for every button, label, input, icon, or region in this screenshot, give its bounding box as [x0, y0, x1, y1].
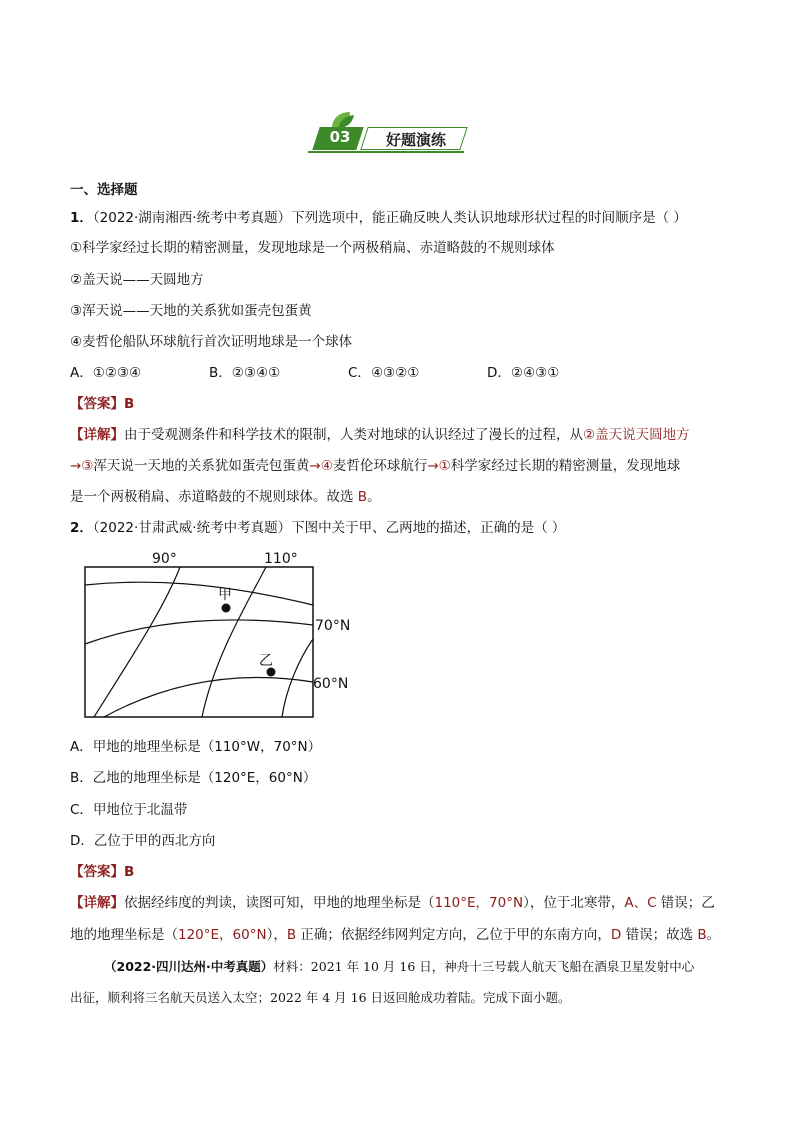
- detail-text: 浑天说一天地的关系犹如蛋壳包蛋黄: [93, 458, 310, 474]
- option-letter: C．: [70, 802, 93, 818]
- detail-text: 错误；乙: [656, 895, 715, 911]
- question-2-option-c[interactable]: [70, 800, 187, 820]
- parallel-60n: [104, 677, 313, 717]
- point-jia-label: 甲: [218, 587, 232, 603]
- detail-highlight: 110°E，70°N: [434, 895, 524, 911]
- detail-highlight: 120°E，60°N: [178, 927, 267, 943]
- question-1-number: 1．: [70, 210, 93, 226]
- option-text: ②④③①: [510, 365, 560, 381]
- option-text: 甲地的地理坐标是（110°W，70°N）: [92, 739, 322, 755]
- badge-number: 03: [329, 128, 351, 146]
- question-1-detail-line-3: [70, 487, 381, 507]
- section-header-badge: [308, 122, 468, 154]
- detail-label: 【详解】: [70, 427, 124, 443]
- lon-label-110: 110°: [264, 551, 298, 567]
- question-2-stem: 下图中关于甲、乙两地的描述，正确的是（ ）: [291, 520, 566, 536]
- detail-text: 。: [367, 489, 381, 505]
- detail-highlight: B: [286, 927, 297, 943]
- map-frame: [85, 567, 313, 717]
- detail-highlight: B: [357, 489, 368, 505]
- parallel-top: [85, 582, 313, 605]
- badge-underline: [308, 151, 465, 153]
- question-2-option-d[interactable]: [70, 831, 215, 851]
- option-letter: B．: [70, 770, 93, 786]
- question-3-intro-line-1: [104, 957, 694, 977]
- question-2-detail-line-1: [70, 893, 715, 913]
- detail-text: 由于受观测条件和科学技术的限制，人类对地球的认识经过了漫长的过程，从: [124, 427, 583, 443]
- question-2-answer: [70, 862, 134, 882]
- option-letter: D．: [487, 365, 511, 381]
- option-letter: D．: [70, 833, 94, 849]
- parallel-70n: [85, 620, 313, 644]
- option-text: 乙地的地理坐标是（120°E，60°N）: [92, 770, 317, 786]
- option-text: ①②③④: [92, 365, 142, 381]
- question-1-option-a[interactable]: [70, 363, 141, 383]
- question-1-option-b[interactable]: [209, 363, 280, 383]
- lat-label-60n: 60°N: [313, 676, 349, 692]
- question-1-stem: 下列选项中，能正确反映人类认识地球形状过程的时间顺序是（ ）: [291, 210, 687, 226]
- question-2-number: 2．: [70, 520, 93, 536]
- question-1-source: （2022·湖南湘西·统考中考真题）: [92, 210, 292, 226]
- question-1-stem-line: [70, 208, 687, 228]
- question-2-stem-line: [70, 518, 565, 538]
- detail-label: 【详解】: [70, 895, 124, 911]
- question-1-item-4: ④麦哲伦船队环球航行首次证明地球是一个球体: [70, 334, 353, 350]
- question-1-item-3: ③浑天说——天地的关系犹如蛋壳包蛋黄: [70, 303, 312, 319]
- meridian-90: [94, 567, 180, 717]
- question-1-detail-line-2: [70, 456, 680, 476]
- lat-label-70n: 70°N: [315, 618, 351, 634]
- graticule-map: [84, 549, 374, 721]
- option-text: 乙位于甲的西北方向: [93, 833, 216, 849]
- question-2-option-b[interactable]: [70, 768, 316, 788]
- meridian-right: [282, 639, 313, 717]
- detail-text: 。: [706, 927, 721, 943]
- question-3-intro-line-2: 出征，顺利将三名航天员送入太空；2022 年 4 月 16 日返回舱成功着陆。完成下面小题。: [70, 990, 571, 1005]
- detail-arrow: →④: [309, 458, 333, 474]
- question-1-answer: [70, 394, 134, 414]
- question-1-option-d[interactable]: [487, 363, 559, 383]
- answer-label: 【答案】: [70, 864, 124, 880]
- question-1-option-c[interactable]: [348, 363, 419, 383]
- question-1-detail-line-1: [70, 425, 690, 445]
- question-2-detail-line-2: [70, 925, 720, 945]
- detail-highlight: D: [610, 927, 622, 943]
- lon-label-90: 90°: [152, 551, 177, 567]
- answer-label: 【答案】: [70, 396, 124, 412]
- answer-value: B: [124, 396, 135, 412]
- detail-text: 错误；故选: [621, 927, 698, 943]
- option-text: ②③④①: [231, 365, 281, 381]
- option-letter: B．: [209, 365, 232, 381]
- option-letter: A．: [70, 739, 93, 755]
- badge-title: 好题演练: [385, 131, 446, 149]
- detail-highlight: B: [697, 927, 707, 943]
- question-2-source: （2022·甘肃武威·统考中考真题）: [92, 520, 292, 536]
- detail-text: 麦哲伦环球航行: [332, 458, 428, 474]
- detail-arrow: →③: [70, 458, 94, 474]
- question-1-item-2: ②盖天说——天圆地方: [70, 272, 204, 288]
- option-text: 甲地位于北温带: [92, 802, 188, 818]
- detail-text: 依据经纬度的判读，读图可知，甲地的地理坐标是（: [124, 895, 435, 911]
- section-heading: 一、选择题: [70, 182, 138, 198]
- detail-highlight: ②盖天说天圆地方: [583, 427, 690, 443]
- point-jia-marker: [222, 604, 231, 613]
- option-letter: A．: [70, 365, 93, 381]
- detail-highlight: A、C: [624, 895, 657, 911]
- detail-text: ），位于北寒带，: [523, 895, 625, 911]
- option-text: ④③②①: [370, 365, 420, 381]
- detail-arrow: →①: [427, 458, 451, 474]
- question-2-option-a[interactable]: [70, 737, 321, 757]
- point-yi-label: 乙: [259, 653, 273, 669]
- question-3-material: 材料：2021 年 10 月 16 日，神舟十三号载人航天飞船在酒泉卫星发射中心: [273, 959, 695, 974]
- answer-value: B: [124, 864, 135, 880]
- question-3-source: （2022·四川达州·中考真题）: [104, 959, 274, 974]
- detail-text: 是一个两极稍扁、赤道略鼓的不规则球体。故选: [70, 489, 358, 505]
- detail-text: 地的地理坐标是（: [70, 927, 178, 943]
- question-1-item-1: ①科学家经过长期的精密测量，发现地球是一个两极稍扁、赤道略鼓的不规则球体: [70, 240, 555, 256]
- detail-text: 科学家经过长期的精密测量，发现地球: [450, 458, 681, 474]
- option-letter: C．: [348, 365, 371, 381]
- detail-text: ），: [266, 927, 287, 943]
- detail-text: 正确；依据经纬网判定方向，乙位于甲的东南方向，: [296, 927, 611, 943]
